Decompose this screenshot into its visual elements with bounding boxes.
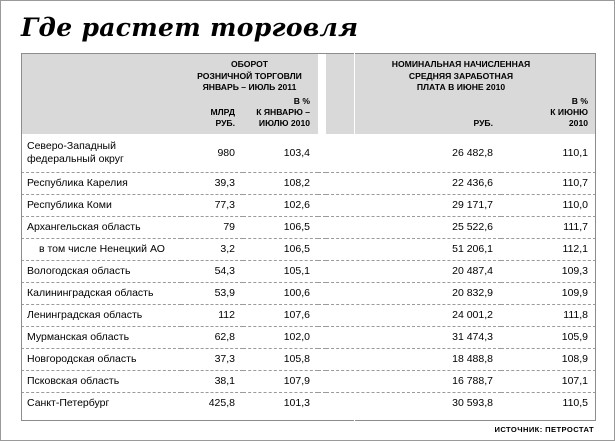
row-turnover-bln: 112 bbox=[181, 304, 243, 326]
row-region-label-line1: Северо-Западный bbox=[27, 139, 116, 152]
header-group-turnover-line1: ОБОРОТ bbox=[230, 59, 269, 69]
header-group-turnover-line2: РОЗНИЧНОЙ ТОРГОВЛИ bbox=[197, 70, 302, 81]
row-turnover-bln: 37,3 bbox=[181, 348, 243, 370]
row-separator bbox=[318, 326, 326, 348]
row-region-label: Санкт-Петербург bbox=[27, 396, 110, 409]
row-turnover-pct: 103,4 bbox=[243, 134, 318, 173]
header-separator bbox=[318, 53, 326, 134]
row-turnover-bln: 62,8 bbox=[181, 326, 243, 348]
row-turnover-bln: 980 bbox=[181, 134, 243, 173]
table-row bbox=[21, 304, 596, 326]
row-separator bbox=[318, 392, 326, 414]
row-turnover-pct: 101,3 bbox=[283, 397, 310, 409]
table-body bbox=[21, 134, 596, 414]
row-separator bbox=[318, 348, 326, 370]
row-wage-pct: 112,1 bbox=[501, 238, 596, 260]
row-turnover-pct: 102,6 bbox=[243, 194, 318, 216]
row-wage-rub: 20 487,4 bbox=[326, 260, 501, 282]
table-row bbox=[21, 260, 596, 282]
row-wage-rub: 29 171,7 bbox=[326, 194, 501, 216]
row-wage-rub: 31 474,3 bbox=[326, 326, 501, 348]
row-region-label-line2: федеральный округ bbox=[27, 152, 124, 165]
row-wage-rub: 22 436,6 bbox=[326, 172, 501, 194]
header-sub-turnover-pct-line1: В % bbox=[293, 95, 310, 106]
row-turnover-bln: 425,8 bbox=[208, 397, 235, 409]
header-sub-turnover-bln-line2: РУБ. bbox=[215, 117, 235, 128]
row-turnover-bln: 77,3 bbox=[181, 194, 243, 216]
row-separator bbox=[318, 260, 326, 282]
row-wage-pct: 109,3 bbox=[501, 260, 596, 282]
row-region-label: Республика Карелия bbox=[21, 172, 181, 194]
row-turnover-pct: 107,6 bbox=[243, 304, 318, 326]
row-wage-pct: 110,7 bbox=[501, 172, 596, 194]
row-separator bbox=[318, 194, 326, 216]
header-sub-wage-rub-line1: РУБ. bbox=[473, 117, 493, 128]
row-separator bbox=[318, 216, 326, 238]
header-sub-turnover-bln bbox=[181, 96, 243, 134]
row-region-label: Новгородская область bbox=[21, 348, 181, 370]
table-row bbox=[21, 370, 596, 392]
row-wage-rub: 18 488,8 bbox=[326, 348, 501, 370]
header-group-wage-line1: НОМИНАЛЬНАЯ НАЧИСЛЕННАЯ bbox=[391, 59, 531, 69]
row-turnover-pct: 105,8 bbox=[243, 348, 318, 370]
table-row bbox=[21, 326, 596, 348]
row-turnover-pct: 108,2 bbox=[243, 172, 318, 194]
row-separator bbox=[318, 370, 326, 392]
row-region-label: Республика Коми bbox=[21, 194, 181, 216]
row-turnover-bln: 53,9 bbox=[181, 282, 243, 304]
row-separator bbox=[318, 282, 326, 304]
page-title: Где растет торговля bbox=[21, 13, 359, 42]
data-table bbox=[21, 53, 596, 414]
row-turnover-pct: 106,5 bbox=[243, 238, 318, 260]
row-turnover-bln: 39,3 bbox=[181, 172, 243, 194]
row-region-label: Архангельская область bbox=[21, 216, 181, 238]
table-row bbox=[21, 134, 596, 173]
table-row bbox=[21, 172, 596, 194]
row-region-label: Ленинградская область bbox=[21, 304, 181, 326]
row-region-label: Мурманская область bbox=[21, 326, 181, 348]
row-wage-rub: 20 832,9 bbox=[326, 282, 501, 304]
row-wage-pct: 108,9 bbox=[501, 348, 596, 370]
header-sub-wage-pct bbox=[501, 96, 596, 134]
row-wage-rub: 25 522,6 bbox=[326, 216, 501, 238]
row-region-label: Калининградская область bbox=[21, 282, 181, 304]
row-separator bbox=[318, 172, 326, 194]
header-sub-wage-pct-line3: 2010 bbox=[568, 117, 589, 128]
table-column-divider bbox=[354, 53, 355, 421]
table-row bbox=[21, 392, 596, 414]
row-turnover-pct: 107,9 bbox=[243, 370, 318, 392]
row-region-label: в том числе Ненецкий АО bbox=[21, 238, 181, 260]
row-wage-pct: 110,1 bbox=[501, 134, 596, 173]
header-blank-cell bbox=[21, 53, 181, 134]
row-turnover-pct: 105,1 bbox=[243, 260, 318, 282]
row-wage-pct: 111,7 bbox=[501, 216, 596, 238]
row-wage-pct: 105,9 bbox=[501, 326, 596, 348]
row-wage-pct: 107,1 bbox=[501, 370, 596, 392]
row-separator bbox=[318, 134, 326, 173]
row-turnover-bln: 38,1 bbox=[181, 370, 243, 392]
row-turnover-pct: 100,6 bbox=[243, 282, 318, 304]
row-wage-rub: 16 788,7 bbox=[326, 370, 501, 392]
row-turnover-pct: 102,0 bbox=[243, 326, 318, 348]
header-sub-wage-rub bbox=[326, 96, 501, 134]
header-group-wage-line2: СРЕДНЯЯ ЗАРАБОТНАЯ bbox=[408, 70, 514, 81]
header-sub-turnover-pct-line3: ИЮЛЮ 2010 bbox=[258, 117, 310, 128]
header-sub-turnover-pct-line2: К ЯНВАРЮ – bbox=[256, 106, 310, 117]
row-wage-pct: 111,8 bbox=[501, 304, 596, 326]
source-note: ИСТОЧНИК: ПЕТРОСТАТ bbox=[494, 425, 594, 434]
table-row bbox=[21, 348, 596, 370]
table-row bbox=[21, 238, 596, 260]
table-header-group-row bbox=[21, 53, 596, 96]
header-sub-wage-pct-line1: В % bbox=[571, 95, 589, 106]
table-row bbox=[21, 282, 596, 304]
row-wage-rub: 26 482,8 bbox=[326, 134, 501, 173]
row-wage-rub: 24 001,2 bbox=[326, 304, 501, 326]
data-table-wrapper bbox=[21, 53, 596, 414]
header-group-turnover bbox=[181, 53, 318, 96]
row-wage-rub: 51 206,1 bbox=[326, 238, 501, 260]
table-row bbox=[21, 216, 596, 238]
header-group-turnover-line3: ЯНВАРЬ – ИЮЛЬ 2011 bbox=[202, 82, 297, 92]
row-separator bbox=[318, 304, 326, 326]
row-wage-pct: 110,0 bbox=[501, 194, 596, 216]
row-turnover-bln: 79 bbox=[181, 216, 243, 238]
header-sub-turnover-bln-line1: МЛРД bbox=[210, 106, 235, 117]
row-region-label: Вологодская область bbox=[21, 260, 181, 282]
row-wage-rub: 30 593,8 bbox=[452, 397, 493, 409]
row-turnover-pct: 106,5 bbox=[243, 216, 318, 238]
row-region-label: Псковская область bbox=[21, 370, 181, 392]
row-turnover-bln: 54,3 bbox=[181, 260, 243, 282]
row-wage-pct: 110,5 bbox=[562, 397, 589, 409]
header-group-wage-line3: ПЛАТА В ИЮНЕ 2010 bbox=[416, 82, 506, 92]
header-sub-wage-pct-line2: К ИЮНЮ bbox=[550, 106, 589, 117]
table-row bbox=[21, 194, 596, 216]
header-sub-turnover-pct bbox=[243, 96, 318, 134]
row-turnover-bln: 3,2 bbox=[181, 238, 243, 260]
row-wage-pct: 109,9 bbox=[501, 282, 596, 304]
row-region-label bbox=[21, 134, 181, 173]
header-group-wage bbox=[326, 53, 596, 96]
row-separator bbox=[318, 238, 326, 260]
